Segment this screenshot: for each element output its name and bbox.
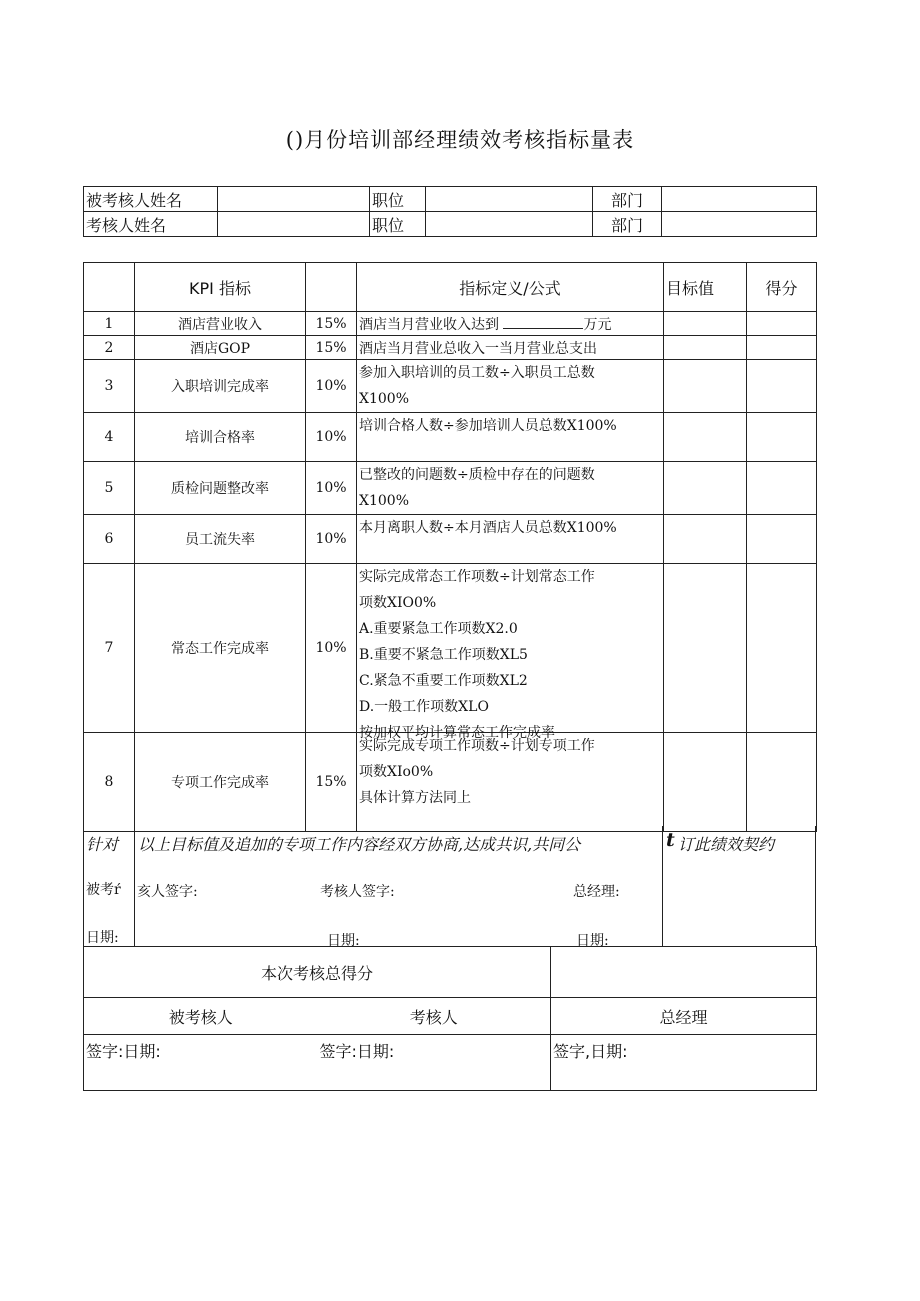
department-value-1[interactable] [662,187,817,212]
position-value-1[interactable] [426,187,593,212]
kpi-definition: 酒店当月营业总收入一当月营业总支出 [357,336,664,360]
kpi-name: 员工流失率 [135,515,306,564]
assessor-date-label: 日期: [327,933,360,949]
kpi-name: 培训合格率 [135,413,306,462]
kpi-weight: 15% [306,312,357,336]
score-cell[interactable] [747,733,817,832]
kpi-definition: 实际完成常态工作项数÷计划常态工作 项数XIO0% A.重要紧急工作项数X2.0 B.重要不紧急工作项数XL5 C.紧急不重要工作项数XL2 D.一般工作项数XLO 按加权平均计算常态工作完成率 [357,564,664,733]
row-number: 7 [84,564,135,733]
department-value-2[interactable] [662,212,817,237]
target-value-cell[interactable] [664,564,747,733]
table-row [84,413,817,462]
row-number: 1 [84,312,135,336]
total-score-value[interactable] [551,947,817,998]
kpi-name: 常态工作完成率 [135,564,306,733]
score-cell[interactable] [747,413,817,462]
agreement-block [83,826,816,947]
kpi-weight: 10% [306,462,357,515]
row-number: 6 [84,515,135,564]
score-cell[interactable] [747,336,817,360]
row-number: 2 [84,336,135,360]
header-info-table [83,186,817,237]
assessee-name-label: 被考核人姓名 [84,187,218,212]
position-label-2: 职位 [370,212,426,237]
kpi-weight: 10% [306,360,357,413]
kpi-definition: 实际完成专项工作项数÷计划专项工作 项数XIo0% 具体计算方法同上 [357,733,664,832]
department-label-1: 部门 [593,187,662,212]
score-cell[interactable] [747,462,817,515]
kpi-table [83,262,817,832]
row-number: 8 [84,733,135,832]
kpi-weight: 15% [306,336,357,360]
gm-label: 总经理 [551,998,817,1035]
target-value-cell[interactable] [664,360,747,413]
assessor-name-label: 考核人姓名 [84,212,218,237]
target-value-cell[interactable] [664,312,747,336]
kpi-name: 质检问题整改率 [135,462,306,515]
kpi-definition: 已整改的问题数÷质检中存在的问题数 X100% [357,462,664,515]
total-score-label: 本次考核总得分 [84,947,551,998]
agreement-right-prefix: t [666,829,675,851]
kpi-weight: 15% [306,733,357,832]
assessor-label: 考核人 [318,998,551,1035]
agreement-left-bottom: 日期: [86,930,119,946]
kpi-weight: 10% [306,515,357,564]
agreement-right-text: 订此绩效契约 [678,835,775,854]
row-number: 3 [84,360,135,413]
assessee-sign-date[interactable]: 签字:日期: [84,1035,318,1091]
kpi-name: 酒店GOP [135,336,306,360]
kpi-header-row [84,263,817,312]
score-header: 得分 [747,263,817,312]
definition-header: 指标定义/公式 [357,263,664,312]
table-row [84,360,817,413]
score-cell[interactable] [747,360,817,413]
target-value-cell[interactable] [664,733,747,832]
table-row [84,336,817,360]
kpi-definition: 参加入职培训的员工数÷入职员工总数 X100% [357,360,664,413]
row-number: 4 [84,413,135,462]
row-number: 5 [84,462,135,515]
assessor-sign-label: 考核人签字: [320,884,395,900]
target-value-cell[interactable] [664,515,747,564]
kpi-weight: 10% [306,564,357,733]
score-cell[interactable] [747,312,817,336]
assessee-name-value[interactable] [218,187,370,212]
kpi-name: 专项工作完成率 [135,733,306,832]
kpi-definition: 本月离职人数÷本月酒店人员总数X100% [357,515,664,564]
target-header: 目标值 [664,263,747,312]
gm-sign-date[interactable]: 签字,日期: [551,1035,817,1091]
position-value-2[interactable] [426,212,593,237]
score-cell[interactable] [747,515,817,564]
target-value-cell[interactable] [664,336,747,360]
kpi-name: 入职培训完成率 [135,360,306,413]
table-row [84,515,817,564]
gm-date-label: 日期: [576,933,609,949]
table-row [84,564,817,733]
kpi-header: KPI 指标 [135,263,306,312]
kpi-weight: 10% [306,413,357,462]
target-value-cell[interactable] [664,462,747,515]
kpi-definition: 培训合格人数÷参加培训人员总数X100% [357,413,664,462]
gm-sign-label: 总经理: [573,884,620,900]
score-cell[interactable] [747,564,817,733]
table-row [84,733,817,832]
department-label-2: 部门 [593,212,662,237]
assessee-label: 被考核人 [84,998,318,1035]
table-row [84,462,817,515]
table-row [84,312,817,336]
assessor-name-value[interactable] [218,212,370,237]
agreement-left-mid: 被考ŕ [86,882,121,898]
agreement-left-top: 针对 [86,835,119,854]
page-title: ()月份培训部经理绩效考核指标量表 [285,128,635,152]
kpi-name: 酒店营业收入 [135,312,306,336]
blank-line[interactable] [503,316,583,329]
position-label-1: 职位 [370,187,426,212]
assessee-sign-label: 亥人签字: [137,884,198,900]
kpi-definition: 酒店当月营业收入达到 万元 [357,312,664,336]
summary-table [83,946,817,1091]
assessor-sign-date[interactable]: 签字:日期: [318,1035,551,1091]
agreement-statement: 以上目标值及追加的专项工作内容经双方协商,达成共识,共同公 [138,835,581,854]
target-value-cell[interactable] [664,413,747,462]
